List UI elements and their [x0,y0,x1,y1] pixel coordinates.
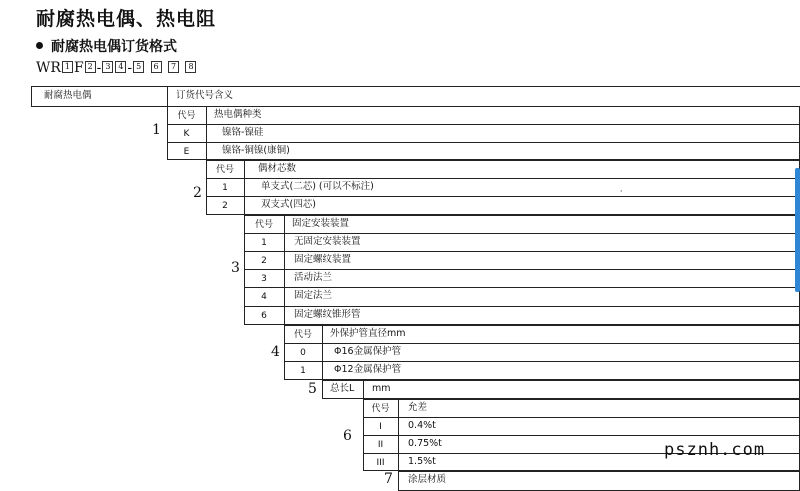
row-desc: Φ16金属保护管 [334,346,402,357]
section-7-box [398,471,800,491]
row-desc: 活动法兰 [294,272,333,283]
code-col-rule [398,399,399,471]
format-box-3: 3 [102,61,113,73]
row-desc: 0.4%t [408,420,436,431]
bullet-icon [36,42,43,49]
section-number: 7 [384,471,393,487]
code-col-rule [244,160,245,215]
row-desc: 单支式(二芯) (可以不标注) [261,181,374,192]
code-label: 代号 [254,220,273,230]
section-heading: 涂层材质 [408,474,447,485]
row-code: 3 [261,274,267,284]
format-box-4: 4 [115,61,126,73]
section-number: 1 [152,122,161,138]
row-code: 1 [222,183,228,193]
section-heading [36,36,177,56]
row-code: 4 [261,292,267,302]
total-length-label: 总长L [330,383,355,394]
page-title: 耐腐热电偶、热电阻 [36,8,217,30]
row-desc: 镍铬-镍硅 [222,127,264,138]
code-label: 代号 [215,165,234,175]
section-heading: 允差 [408,402,428,413]
table-left-rule [31,86,32,106]
row-code: E [183,147,190,157]
format-box-7: 7 [168,61,179,73]
section-5-box [322,380,800,399]
code-col-rule [284,215,285,325]
code-label: 代号 [371,404,390,414]
row-code: 2 [222,201,228,211]
format-dash: - [96,60,102,76]
unit-label: mm [372,383,391,394]
row-desc: 双支式(四芯) [261,199,316,210]
row-desc: 固定螺纹装置 [294,254,352,265]
code-col-rule [322,325,323,380]
order-format [36,60,197,76]
section-heading: 外保护管直径mm [330,328,406,339]
stray-mark: , [620,184,623,193]
section-number: 6 [343,428,352,444]
code-label: 代号 [293,330,312,340]
row-code: 6 [261,311,267,321]
row-code: I [379,422,382,432]
section-number: 5 [308,381,317,397]
row-code: 0 [300,348,306,358]
row-desc: 无固定安装装置 [294,236,361,247]
format-prefix: WR [36,60,61,76]
section-number: 4 [271,344,280,360]
section-heading-text: 耐腐热电偶订货格式 [51,39,177,55]
row-desc: 镍铬-铜镍(康铜) [222,145,290,156]
row-code: 2 [261,256,267,266]
section-heading: 偶材芯数 [258,163,297,174]
header-left: 耐腐热电偶 [44,90,92,101]
section-number: 3 [231,260,240,276]
row-desc: Φ12金属保护管 [334,364,402,375]
section-heading: 热电偶种类 [214,109,262,120]
format-dash: - [127,60,133,76]
section-number: 2 [193,185,202,201]
row-code: III [376,458,385,468]
row-code: 1 [261,238,267,248]
code-col-rule [206,106,207,160]
row-code: 1 [300,366,306,376]
format-f: F [73,60,84,76]
row-desc: 固定螺纹锥形管 [294,309,361,320]
row-code: II [377,440,384,450]
format-box-6: 6 [151,61,162,73]
format-box-2: 2 [85,61,96,73]
table-top-rule [31,86,800,87]
format-box-8: 8 [185,61,196,73]
header-right: 订货代号含义 [176,90,234,101]
scrollbar-thumb[interactable] [795,168,800,292]
format-box-1: 1 [62,61,73,73]
watermark-text: psznh.com [664,440,766,460]
format-box-5: 5 [133,61,144,73]
row-desc: 0.75%t [408,438,442,449]
row-desc: 1.5%t [408,456,436,467]
section-heading: 固定安装装置 [292,218,350,229]
table-mid-rule [167,86,168,106]
code-label: 代号 [177,111,196,121]
row-desc: 固定法兰 [294,290,333,301]
code-col-rule [363,380,364,399]
row-code: K [183,129,190,139]
